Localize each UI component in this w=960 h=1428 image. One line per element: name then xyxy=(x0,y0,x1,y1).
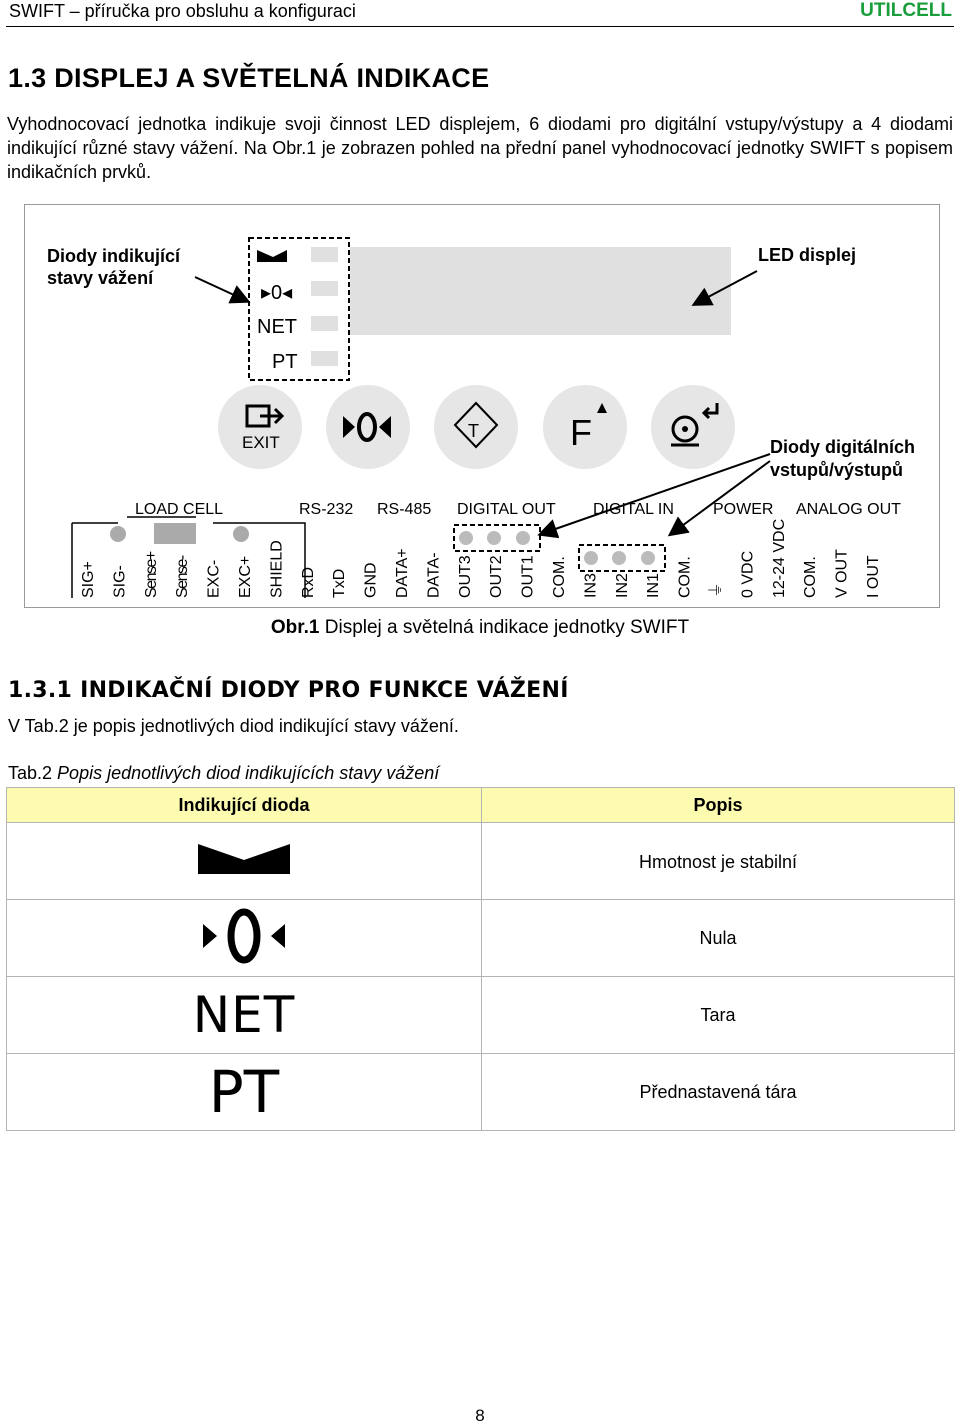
zero-icon xyxy=(201,906,287,966)
digital-in-led xyxy=(584,551,598,565)
svg-text:T: T xyxy=(468,421,479,441)
table-cell-icon xyxy=(7,1054,482,1131)
indicator-led xyxy=(311,316,338,331)
callout-display: LED displej xyxy=(758,245,857,265)
terminal-label: IN1 xyxy=(645,573,663,598)
terminal-dot xyxy=(110,526,126,542)
terminal-label: 12-24 VDC xyxy=(770,518,788,598)
table-header-row xyxy=(7,788,955,823)
terminal-label: GND xyxy=(362,562,380,598)
callout-weighing-line1: Diody indikující xyxy=(47,246,181,266)
intro-paragraph: Vyhodnocovací jednotka indikuje svoji činnost LED displejem, 6 diodami pro digitální vstupy/výstupy a 4 diodami indikující různé stavy vážení. Na Obr.1 je zobrazen pohled na přední panel vyhodnocovací jednotky SWIFT s popisem indikačních prvků. xyxy=(7,114,953,182)
header-brand: UTILCELL xyxy=(860,0,952,21)
table-cell-icon xyxy=(7,823,482,900)
front-panel-drawing xyxy=(25,205,939,607)
figure-caption-text: Displej a světelná indikace jednotky SWIFT xyxy=(319,617,690,638)
terminal-label: I OUT xyxy=(865,555,882,598)
terminal-label: V OUT xyxy=(833,549,851,598)
digital-out-led xyxy=(487,531,501,545)
net-icon: NET xyxy=(192,986,296,1044)
table-row xyxy=(7,977,955,1054)
terminal-label: ⏚ xyxy=(708,581,725,598)
table-cell-icon xyxy=(7,900,482,977)
table-cell-description: Tara xyxy=(482,977,955,1054)
table-cell-description: Hmotnost je stabilní xyxy=(482,823,955,900)
terminal-label: IN3 xyxy=(582,573,600,598)
terminal-label: EXC+ xyxy=(237,555,254,598)
terminal-dot xyxy=(233,526,249,542)
enter-button xyxy=(651,385,735,469)
table-row xyxy=(7,1054,955,1131)
terminal-label: Sense- xyxy=(174,556,192,598)
zero-button xyxy=(326,385,410,469)
indicator-led xyxy=(311,351,338,366)
table-cell-description: Přednastavená tára xyxy=(482,1054,955,1131)
terminal-group-label: DIGITAL IN xyxy=(593,501,674,518)
terminal-label: COM. xyxy=(676,556,694,598)
pt-indicator-label: PT xyxy=(272,351,298,373)
stable-indicator-icon xyxy=(257,250,287,262)
table-caption xyxy=(8,763,439,784)
terminal-group-labels xyxy=(135,501,901,518)
exit-button-label: EXIT xyxy=(242,433,280,452)
terminal-label: DATA- xyxy=(425,552,443,598)
terminal-group-label: RS-485 xyxy=(377,501,432,518)
digital-in-led xyxy=(612,551,626,565)
header-rule xyxy=(6,26,954,27)
indicator-table xyxy=(6,787,955,1131)
terminal-group-label: DIGITAL OUT xyxy=(457,501,556,518)
terminal-label: COM. xyxy=(802,556,820,598)
callout-weighing-line2: stavy vážení xyxy=(47,268,154,288)
net-indicator-label: NET xyxy=(257,316,297,338)
table-header-indicator: Indikující dioda xyxy=(7,788,482,823)
table-cell-icon xyxy=(7,977,482,1054)
terminal-label: SIG+ xyxy=(80,561,97,598)
terminal-label: TxD xyxy=(331,568,349,598)
terminal-label: COM. xyxy=(551,556,568,598)
digital-out-led xyxy=(459,531,473,545)
subsection-title: 1.3.1 INDIKAČNÍ DIODY PRO FUNKCE VÁŽENÍ xyxy=(8,678,569,703)
terminal-label: OUT1 xyxy=(519,555,537,598)
terminal-label: SHIELD xyxy=(268,540,286,598)
header-title: SWIFT – příručka pro obsluhu a konfiguraci xyxy=(9,1,356,21)
callout-digital-line2: vstupů/výstupů xyxy=(770,460,904,480)
terminal-label: Sense+ xyxy=(142,552,160,598)
sense-block xyxy=(154,523,196,544)
terminal-label: 0 VDC xyxy=(739,550,757,598)
table-row xyxy=(7,823,955,900)
terminal-label: IN2 xyxy=(613,573,631,598)
terminal-group-label: ANALOG OUT xyxy=(796,501,901,518)
indicator-led xyxy=(311,281,338,296)
terminal-group-label: LOAD CELL xyxy=(135,501,224,518)
table-caption-text: Popis jednotlivých diod indikujících stavy vážení xyxy=(52,763,440,783)
pt-icon: PT xyxy=(208,1058,280,1126)
subsection-text: V Tab.2 je popis jednotlivých diod indikující stavy vážení. xyxy=(8,716,459,736)
section-title: 1.3 DISPLEJ A SVĚTELNÁ INDIKACE xyxy=(8,63,490,93)
table-caption-number: Tab.2 xyxy=(8,763,53,783)
terminal-label: DATA+ xyxy=(394,548,411,598)
led-display xyxy=(350,247,731,335)
page-number: 8 xyxy=(475,1406,485,1425)
terminal-group-label: RS-232 xyxy=(299,501,354,518)
indicator-led xyxy=(311,247,338,262)
callout-arrow xyxy=(195,277,247,301)
table-cell-description: Nula xyxy=(482,900,955,977)
callout-digital-line1: Diody digitálních xyxy=(770,437,916,457)
function-button-label: F xyxy=(570,412,592,453)
terminal-group-label: POWER xyxy=(713,501,774,518)
terminal-label: SIG- xyxy=(111,565,129,598)
terminal-label: RxD xyxy=(299,566,317,598)
figure-caption-number: Obr.1 xyxy=(270,617,320,638)
table-header-description: Popis xyxy=(482,788,955,823)
digital-in-led xyxy=(641,551,655,565)
digital-out-led xyxy=(516,531,530,545)
stable-icon xyxy=(196,840,292,878)
terminal-label: OUT3 xyxy=(456,555,474,598)
terminal-label: EXC- xyxy=(205,559,223,598)
front-panel-figure xyxy=(24,204,940,608)
figure-caption xyxy=(0,617,960,639)
terminal-labels xyxy=(80,519,882,598)
terminal-label: OUT2 xyxy=(488,555,506,598)
zero-indicator-label: ▸0◂ xyxy=(261,282,293,304)
table-row xyxy=(7,900,955,977)
